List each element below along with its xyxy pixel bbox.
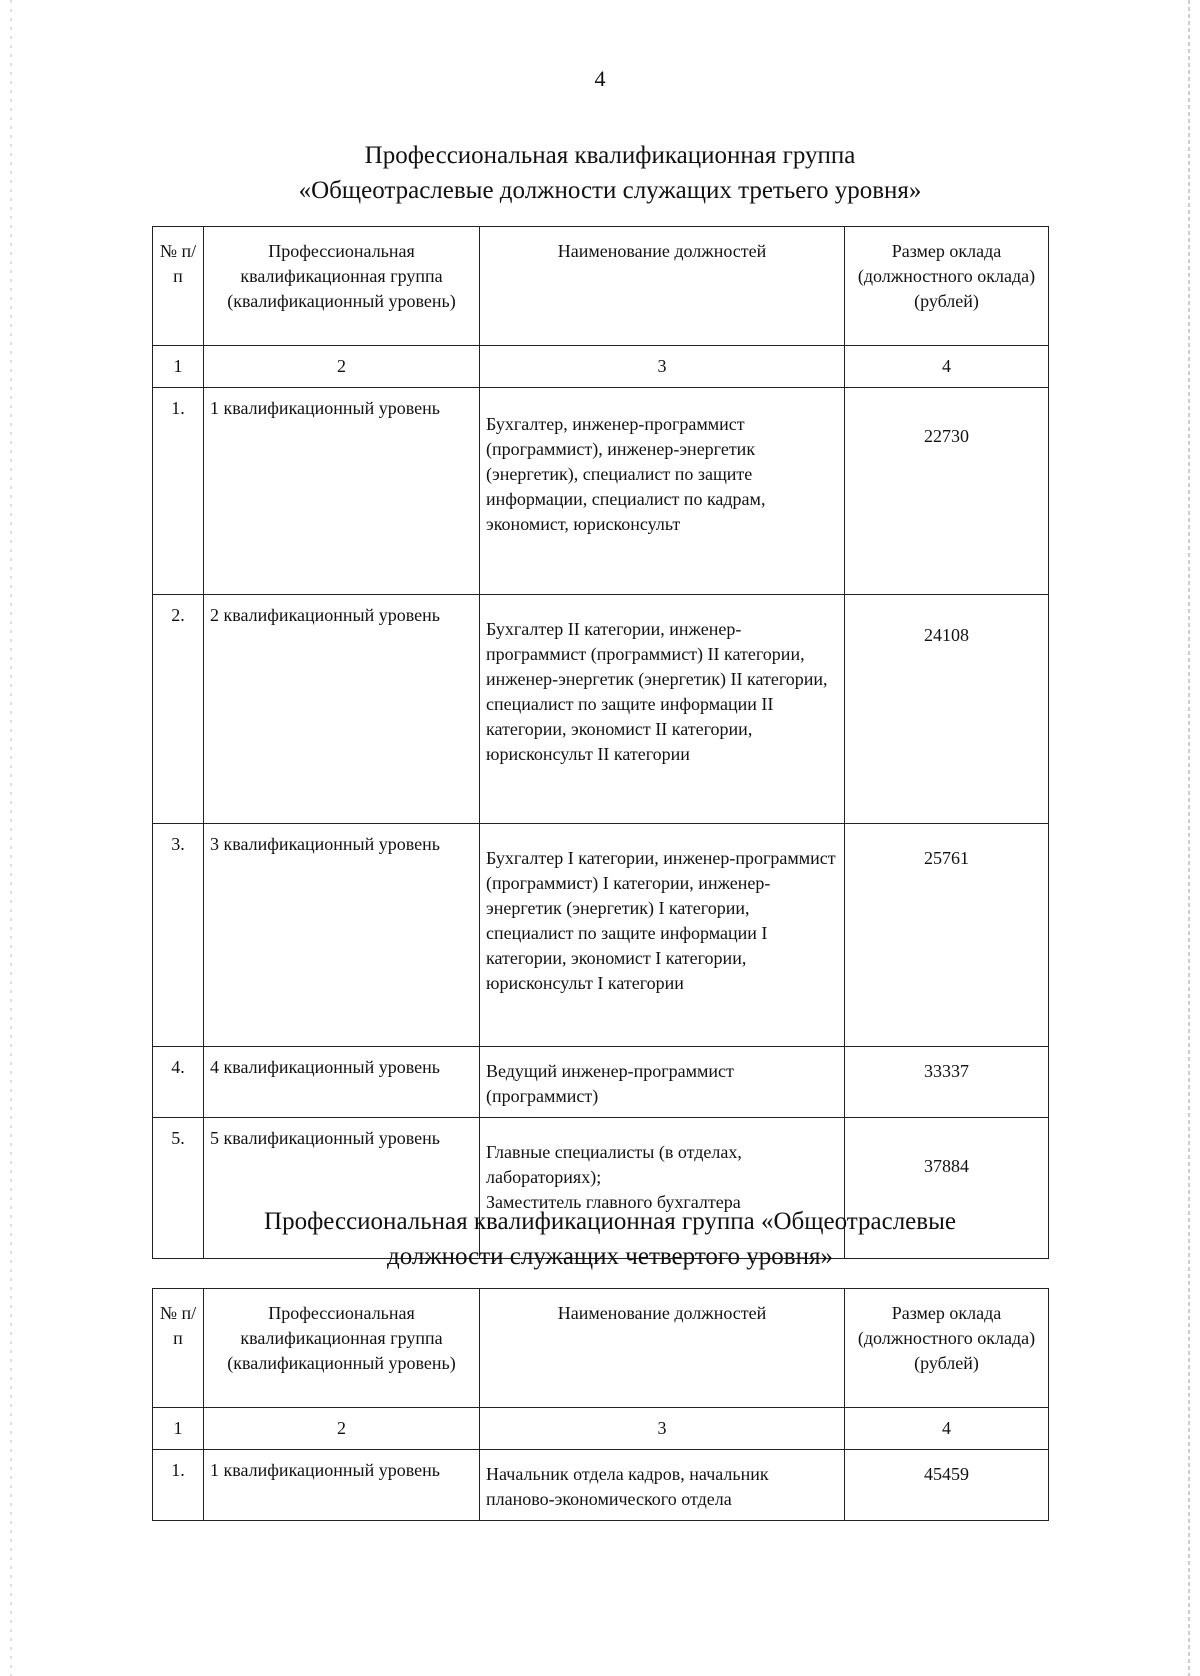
section2-title-line1: Профессиональная квалификационная группа «Общеотраслевые (264, 1208, 956, 1235)
salary-value: 37884 (845, 1118, 1049, 1259)
table-row (153, 595, 1049, 824)
header-no: № п/п (153, 1289, 204, 1408)
table-row (153, 824, 1049, 1047)
qualification-level: 5 квалификационный уровень (204, 1118, 480, 1259)
section1-title-line1: Профессиональная квалификационная группа (364, 142, 856, 169)
qualification-level: 3 квалификационный уровень (204, 824, 480, 1047)
position-names-line: Главные специалисты (в отделах, лабораториях); (486, 1142, 742, 1187)
section2-title-line2: должности служащих четвертого уровня» (387, 1243, 833, 1270)
table-row (153, 388, 1049, 595)
section1-table (152, 226, 1049, 1259)
scan-edge-left (10, 0, 12, 1676)
section2-table (152, 1288, 1049, 1521)
salary-value: 33337 (845, 1047, 1049, 1118)
header-group: Профессиональная квалификационная группа (квалификационный уровень) (204, 1289, 480, 1408)
position-names: Бухгалтер I категории, инженер-программист (программист) I категории, инженер-энергетик (энергетик) I категории, специалист по защите информации I категории, экономист I категории, юрисконсульт I категории (480, 824, 845, 1047)
header-names: Наименование должностей (480, 1289, 845, 1408)
position-names: Бухгалтер II категории, инженер-программист (программист) II категории, инженер-энергетик (энергетик) II категории, специалист по защите информации II категории, экономист II категории, юрисконсульт II категории (480, 595, 845, 824)
header-salary: Размер оклада (должностного оклада) (рублей) (845, 1289, 1049, 1408)
column-number: 2 (204, 346, 480, 388)
column-number-row (153, 1408, 1049, 1450)
scan-edge-right (1188, 0, 1190, 1676)
column-number: 4 (845, 346, 1049, 388)
salary-value: 45459 (845, 1450, 1049, 1521)
qualification-level: 2 квалификационный уровень (204, 595, 480, 824)
column-number: 2 (204, 1408, 480, 1450)
section2-title (160, 1204, 1060, 1274)
salary-value: 22730 (845, 388, 1049, 595)
column-number: 3 (480, 346, 845, 388)
column-number: 3 (480, 1408, 845, 1450)
row-number: 5. (153, 1118, 204, 1259)
column-number: 4 (845, 1408, 1049, 1450)
row-number: 3. (153, 824, 204, 1047)
qualification-level: 1 квалификационный уровень (204, 388, 480, 595)
section1-title-line2: «Общеотраслевые должности служащих третьего уровня» (298, 177, 922, 204)
header-group: Профессиональная квалификационная группа (квалификационный уровень) (204, 227, 480, 346)
row-number: 4. (153, 1047, 204, 1118)
row-number: 1. (153, 388, 204, 595)
position-names: Ведущий инженер-программист (программист) (480, 1047, 845, 1118)
position-names: Начальник отдела кадров, начальник планово-экономического отдела (480, 1450, 845, 1521)
salary-value: 24108 (845, 595, 1049, 824)
section1-title (160, 138, 1060, 208)
position-names: Бухгалтер, инженер-программист (программист), инженер-энергетик (энергетик), специалист по защите информации, специалист по кадрам, экономист, юрисконсульт (480, 388, 845, 595)
qualification-level: 4 квалификационный уровень (204, 1047, 480, 1118)
header-names: Наименование должностей (480, 227, 845, 346)
qualification-level: 1 квалификационный уровень (204, 1450, 480, 1521)
column-number: 1 (153, 346, 204, 388)
salary-value: 25761 (845, 824, 1049, 1047)
table-row (153, 1450, 1049, 1521)
table-header-row (153, 227, 1049, 346)
row-number: 1. (153, 1450, 204, 1521)
position-names-line: Заместитель главного бухгалтера (486, 1192, 741, 1212)
column-number: 1 (153, 1408, 204, 1450)
table-header-row (153, 1289, 1049, 1408)
column-number-row (153, 346, 1049, 388)
header-no: № п/п (153, 227, 204, 346)
row-number: 2. (153, 595, 204, 824)
table-row (153, 1047, 1049, 1118)
header-salary: Размер оклада (должностного оклада) (рублей) (845, 227, 1049, 346)
page-number: 4 (594, 66, 606, 91)
